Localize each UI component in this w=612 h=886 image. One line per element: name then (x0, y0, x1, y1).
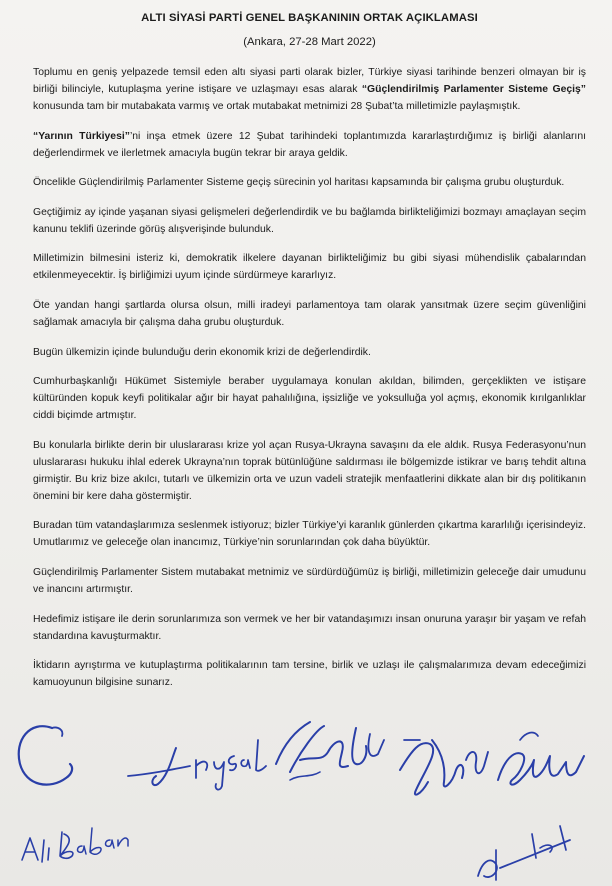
signature-3 (276, 722, 384, 780)
paragraph-10: Buradan tüm vatandaşlarımıza seslenmek istiyoruz; bizler Türkiye’yi karanlık günlerden çıkartma kararlılığı içerisindeyiz. Umutlarımız ve geleceğe olan inancımız, Türkiye’nin sorunlarından çok daha büyüktür. (33, 520, 586, 549)
signature-1 (19, 726, 72, 784)
paragraph-5: Milletimizin bilmesini isteriz ki, demokratik ilkelere dayanan birlikteliğimiz bu gibi siyasi mühendislik çabalarından etkilenmeyecektir. İş birliğimizi uyum içinde sürdürmeye kararlıyız. (33, 253, 586, 282)
paragraph-2-bold: “Yarının Türkiyesi” (33, 130, 130, 142)
paragraph-9: Bu konularla birlikte derin bir uluslararası krize yol açan Rusya-Ukrayna savaşını da ele aldık. Rusya Federasyonu’nun uluslararası hukuku ihlal ederek Ukrayna’nın toprak bütünlüğüne saldırması ile bölgemizde istikrar ve barış tehdit altına girmiştir. Bu kriz bize akılcı, tutarlı ve ülkemizin orta ve uzun vadeli stratejik menfaatlerini dikkate alan bir dış politikanın önemini bir kere daha göstermiştir. (33, 439, 586, 502)
document-body (33, 11, 586, 704)
paragraph-6: Öte yandan hangi şartlarda olursa olsun, milli iradeyi parlamentoya tam olarak yansıtmak üzere seçim güvenliğini sağlamak amacıyla bir çalışma daha grubu oluşturduk. (33, 299, 586, 328)
paragraph-8: Cumhurbaşkanlığı Hükümet Sistemiyle beraber uygulamaya konulan akıldan, bilimden, gerçeklikten ve istişare kültüründen kopuk keyfi politikalar ağır bir hayat pahalılığına, işsizliğe ve yoksulluğa yol açmış, ekonomik kırılganlıklar ciddi biçimde artmıştır. (33, 376, 586, 422)
document-title: ALTI SİYASİ PARTİ GENEL BAŞKANININ ORTAK AÇIKLAMASI (141, 12, 478, 24)
signatures-block (0, 700, 612, 886)
paragraph-11: Güçlendirilmiş Parlamenter Sistem mutabakat metnimiz ve sürdürdüğümüz iş birliği, milletimizin geleceğe dair umudunu ve inancını artırmıştır. (33, 566, 586, 595)
paragraph-1-text-a: Toplumu en geniş yelpazede temsil eden altı siyasi parti olarak bizler, Türkiye siyasi tarihinde benzeri olmayan bir iş birliği bilinciyle, kutuplaşma yerine istişare ve uzlaşmayı esas alarak (33, 67, 586, 95)
paragraph-1 (33, 64, 586, 115)
paragraph-1-bold: “Güçlendirilmiş Parlamenter Sisteme Geçiş” (361, 84, 586, 95)
signature-1-name (22, 828, 128, 862)
document-subtitle: (Ankara, 27-28 Mart 2022) (243, 36, 376, 48)
paragraph-4: Geçtiğimiz ay içinde yaşanan siyasi gelişmeleri değerlendirdik ve bu bağlamda birlikteliğimizi bozmayı amaçlayan seçim kanunu teklifi üzerinde görüş alışverişinde bulunduk. (33, 206, 586, 235)
paragraph-1-text-c: konusunda tam bir mutabakata varmış ve ortak mutabakat metnimizi 28 Şubat’ta milletimizle paylaşmıştık. (33, 101, 521, 112)
paragraph-2 (33, 128, 586, 162)
signature-4 (400, 740, 488, 795)
paragraph-3: Öncelikle Güçlendirilmiş Parlamenter Sisteme geçiş sürecinin yol haritası kapsamında bir çalışma grubu oluşturduk. (33, 177, 565, 189)
signature-6 (478, 826, 570, 880)
signature-2 (128, 740, 266, 790)
paragraph-2-text: ’ni inşa etmek üzere 12 Şubat tarihindeki toplantımızda kararlaştırdığımız iş birliği alanlarını değerlendirmek ve ilerletmek amacıyla bugün tekrar bir araya geldik. (33, 130, 586, 159)
paragraph-7: Bugün ülkemizin içinde bulunduğu derin ekonomik krizi de değerlendirdik. (33, 346, 371, 358)
paragraph-13: İktidarın ayrıştırma ve kutuplaştırma politikalarının tam tersine, birlik ve uzlaşı ile çalışmalarımıza devam edeceğimizi kamuoyunun bilgisine sunarız. (33, 660, 586, 689)
signature-5 (498, 733, 584, 785)
paragraph-12: Hedefimiz istişare ile derin sorunlarımıza son vermek ve her bir vatandaşımızı insan onuruna yaraşır bir yaşam ve refah standardına kavuşturmaktır. (33, 613, 586, 642)
